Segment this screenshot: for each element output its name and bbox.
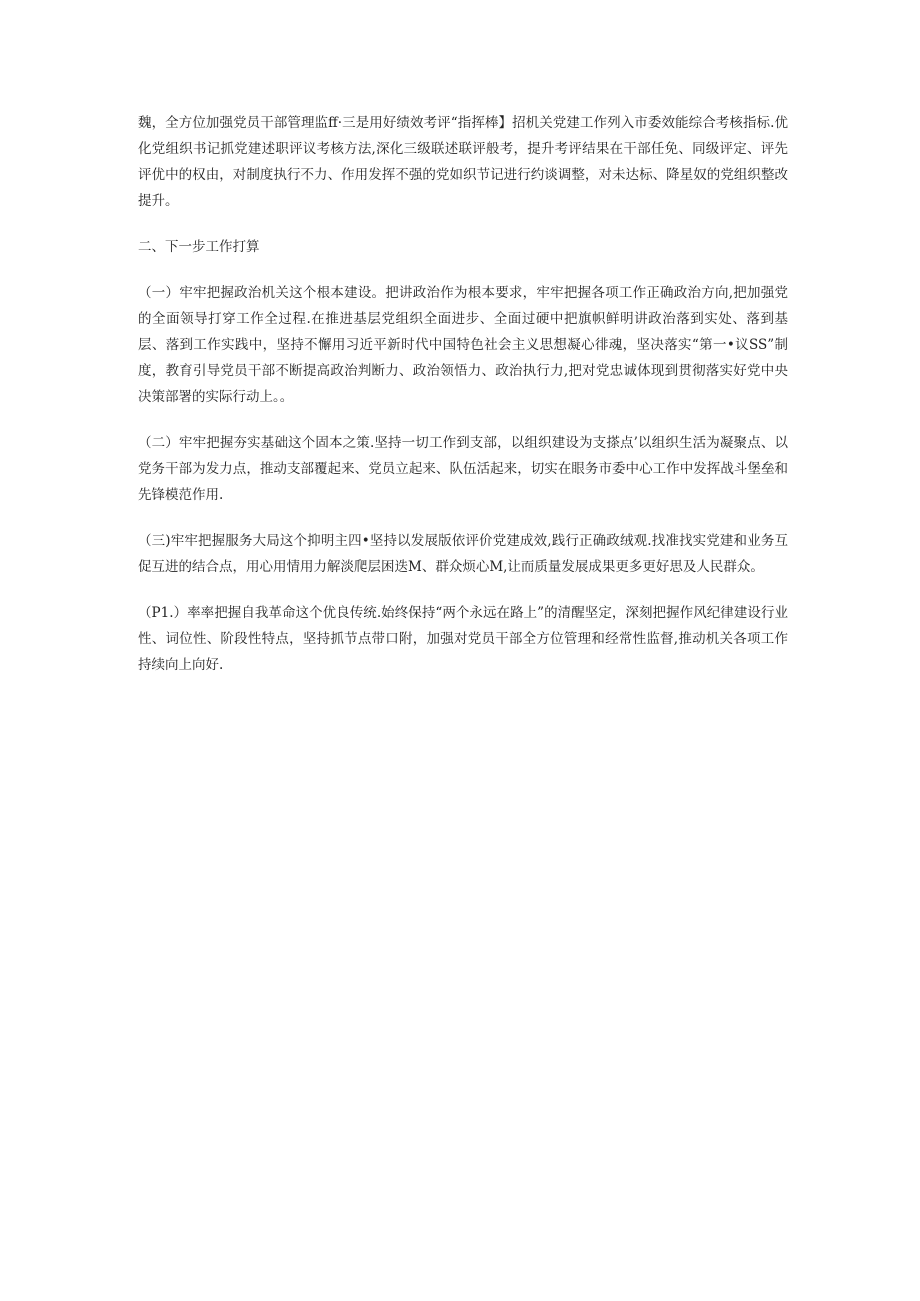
document-body	[138, 110, 788, 698]
paragraph-evaluation: 魏，全方位加强党员干部管理监ff·三是用好绩效考评“指挥棒】招机关党建工作列入市委效能综合考核指标.优化党组织书记抓党建述职评议考核方法,深化三级联述联评般考，提升考评结果在干部任免、同级评定、评先评优中的权由，对制度执行不力、作用发挥不强的党如织节记进行约谈调整，对未达标、降星奴的党组织整改提升。	[138, 115, 788, 209]
paragraph-point-2: （二）牢牢把握夯实基础这个固本之策.坚持一切工作到支部，以组织建设为支搽点’以组织生活为凝聚点、以党务干部为发力点，推动支部覆起来、党员立起来、队伍活起来，切实在眼务市委中心工作中发挥战斗堡垒和先锋模范作用.	[138, 435, 788, 503]
paragraph-point-4: （P1.）率率把握自我革命这个优良传统.始终保持“两个永远在路上”的清醒坚定，深刻把握作风纪律建设行业性、词位性、阶段性特点，坚持抓节点带口附，加强对党员干部全方位管理和经常性监督,推动机关各项工作持续向上向好.	[138, 605, 788, 673]
paragraph-point-1: （一）牢牢把握政治机关这个根本建设。把讲政治作为根本要求，牢牢把握各项工作正确政治方向,把加强党的全面领导打穿工作全过程.在推进基层党组织全面进步、全面过硬中把旗帜鲜明讲政治落到实处、落到基层、落到工作实践中，坚持不懈用习近平新时代中国特色社会主义思想凝心徘魂，坚决落实“第一•议SS”制度，教育引导党员干部不断提高政治判断力、政治领悟力、政治执行力,把对党忠诚体现到贯彻落实好党中央决策部署的实际行动上。。	[138, 285, 788, 405]
section-heading-next-steps: 二、下一步工作打算	[138, 239, 260, 255]
paragraph-point-3: （三)牢牢把握服务大局这个抑明主四•坚持以发展版依评价党建成效,践行正确政绒观.找准找实党建和业务互促互进的结合点，用心用情用力解淡爬层困迭M、群众烦心M,让而质量发展成果更多更好思及人民群众。	[138, 533, 788, 575]
